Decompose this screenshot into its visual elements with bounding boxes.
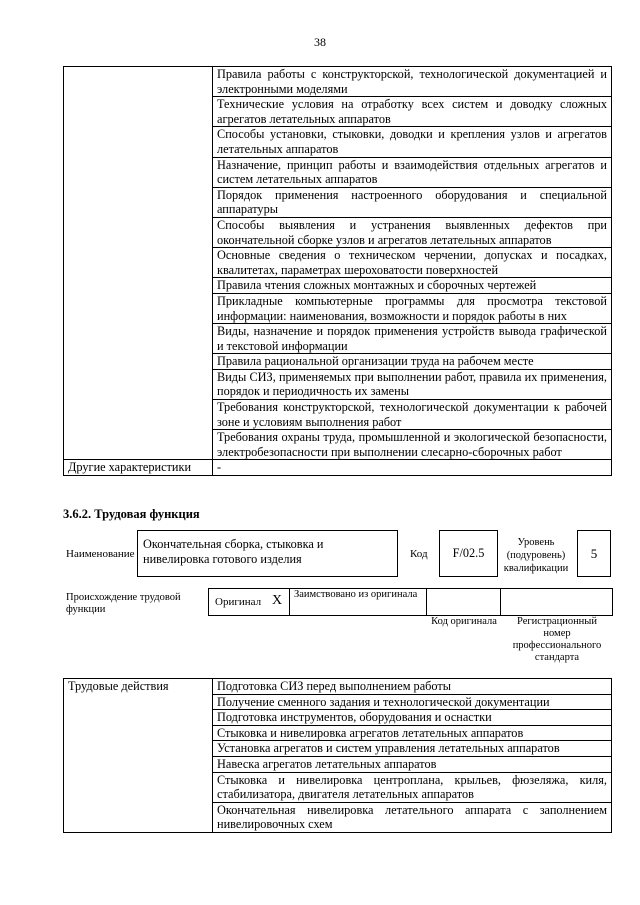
table-cell: Правила чтения сложных монтажных и сборочных чертежей — [213, 278, 612, 294]
table-cell: Виды, назначение и порядок применения устройств вывода графической и текстовой информации — [213, 324, 612, 354]
table-cell: Назначение, принцип работы и взаимодействия отдельных агрегатов и систем летательных аппаратов — [213, 157, 612, 187]
table-cell: Получение сменного задания и технологической документации — [213, 694, 612, 710]
name-label: Наименование — [66, 548, 135, 560]
knowledge-table — [63, 66, 612, 476]
divider — [500, 588, 501, 615]
table-cell: Стыковка и нивелировка центроплана, крыльев, фюзеляжа, киля, стабилизатора, двигателя летательных аппаратов — [213, 772, 612, 802]
table-cell: Прикладные компьютерные программы для просмотра текстовой информации: наименования, возможности и порядок работы в них — [213, 293, 612, 323]
table-cell: Технические условия на отработку всех систем и доводку сложных агрегатов летательных аппаратов — [213, 97, 612, 127]
level-label: Уровень (подуровень) квалификации — [503, 537, 569, 574]
original-mark: X — [272, 593, 283, 608]
table-row — [64, 67, 612, 97]
page-number: 38 — [314, 35, 326, 49]
actions-table — [63, 678, 612, 833]
table-row — [64, 460, 612, 476]
name-box — [137, 530, 398, 577]
table-cell: Виды СИЗ, применяемых при выполнении работ, правила их применения, порядок и периодичность их замены — [213, 369, 612, 399]
level-value: 5 — [590, 546, 598, 561]
table-cell: Навеска агрегатов летательных аппаратов — [213, 756, 612, 772]
table-cell: Порядок применения настроенного оборудования и специальной аппаратуры — [213, 187, 612, 217]
other-characteristics-value: - — [213, 460, 612, 476]
actions-label: Трудовые действия — [64, 679, 213, 833]
reg-number-caption: Регистрационный номер профессионального стандарта — [512, 616, 602, 663]
borrowed-label: Заимствовано из оригинала — [294, 589, 418, 600]
table-cell: Подготовка инструментов, оборудования и оснастки — [213, 710, 612, 726]
table-cell: Подготовка СИЗ перед выполнением работы — [213, 679, 612, 695]
table-cell: Окончательная нивелировка летательного аппарата с заполнением нивелировочных схем — [213, 802, 612, 832]
table-cell: Установка агрегатов и систем управления летательных аппаратов — [213, 741, 612, 757]
origin-label: Происхождение трудовой функции — [66, 592, 181, 615]
divider — [289, 588, 290, 615]
table-cell: Стыковка и нивелировка агрегатов летательных аппаратов — [213, 725, 612, 741]
table-cell: Требования охраны труда, промышленной и экологической безопасности, электробезопасности при выполнении слесарно-сборочных работ — [213, 430, 612, 460]
table-cell: Способы установки, стыковки, доводки и крепления узлов и агрегатов летательных аппаратов — [213, 127, 612, 157]
code-original-caption: Код оригинала — [431, 616, 497, 627]
level-box — [577, 530, 611, 577]
table-cell: Способы выявления и устранения выявленных дефектов при окончательной сборке узлов и агрегатов летательных аппаратов — [213, 217, 612, 247]
section-title: 3.6.2. Трудовая функция — [63, 507, 200, 521]
table-cell: Требования конструкторской, технологической документации к рабочей зоне и условиям выполнения работ — [213, 400, 612, 430]
code-label: Код — [410, 548, 428, 560]
original-label: Оригинал — [215, 596, 262, 608]
other-characteristics-label: Другие характеристики — [64, 460, 213, 476]
table-cell: Основные сведения о техническом черчении, допусках и посадках, квалитетах, параметрах шероховатости поверхностей — [213, 248, 612, 278]
name-value: Окончательная сборка, стыковка и нивелировка готового изделия — [143, 537, 324, 566]
divider — [426, 588, 427, 615]
table-cell: Правила работы с конструкторской, технологической документацией и электронными моделями — [213, 67, 612, 97]
row-label-empty — [64, 67, 213, 460]
table-row — [64, 679, 612, 695]
code-box — [439, 530, 498, 577]
code-value: F/02.5 — [452, 546, 485, 560]
table-cell: Правила рациональной организации труда на рабочем месте — [213, 354, 612, 370]
